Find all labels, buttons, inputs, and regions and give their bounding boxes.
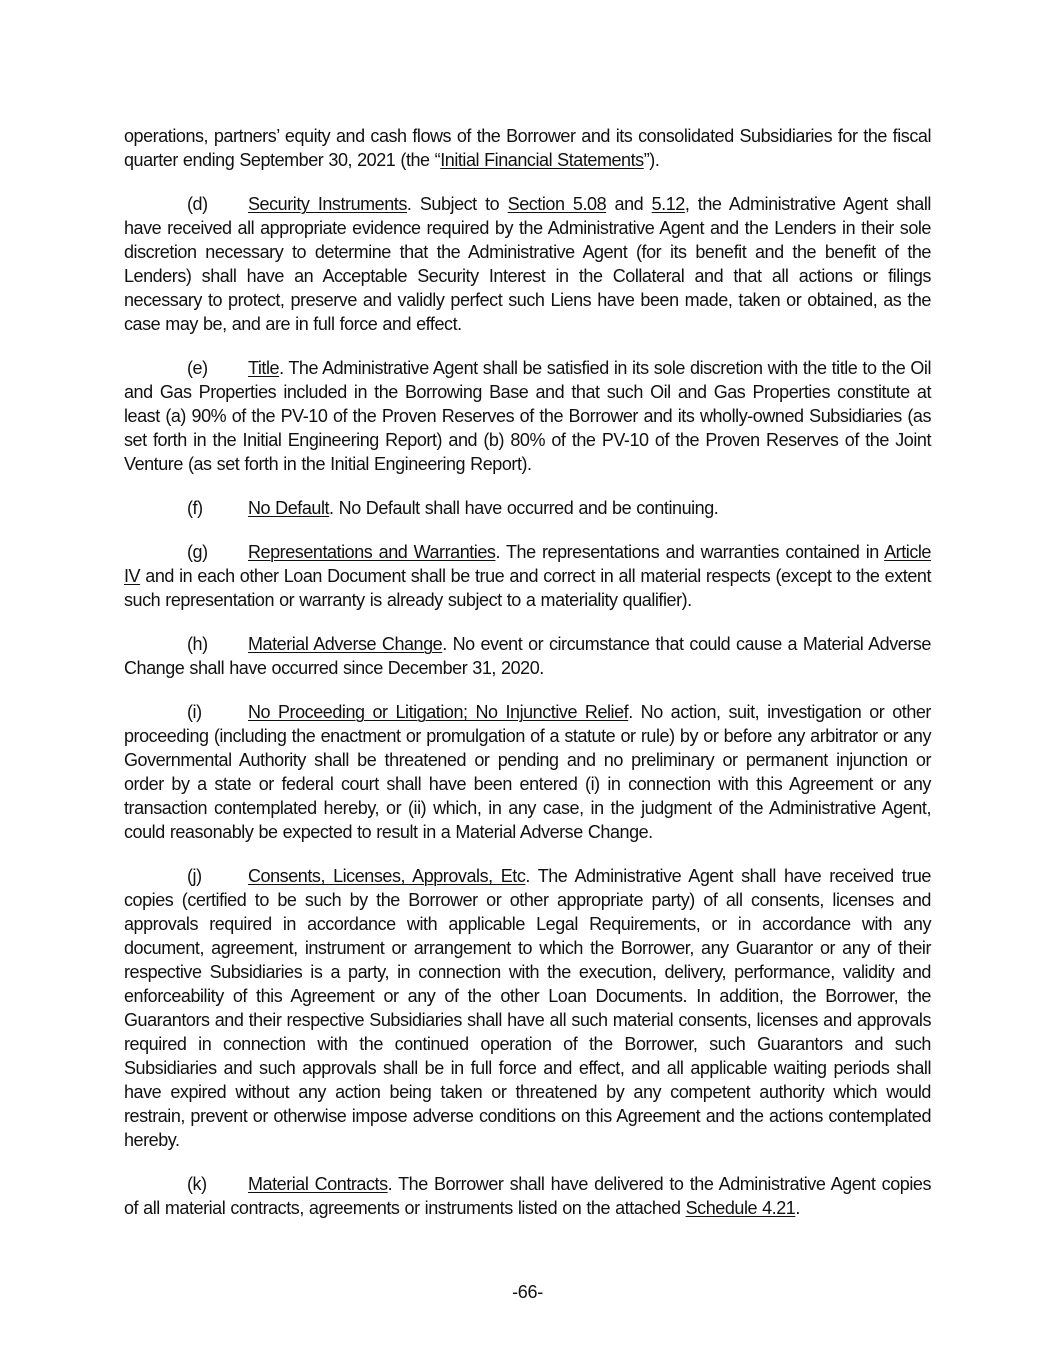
paragraph-label: (d) [187, 194, 208, 214]
paragraph-text: , the Administrative Agent shall have received all appropriate evidence required by the Administrative Agent and the Lenders in their sole discretion necessary to determine that the Administrative Agent (for its benefit and the benefit of the Lenders) shall have an Acceptable Security Interest in the Collateral and that all actions or filings necessary to protect, preserve and validly perfect such Liens have been made, taken or obtained, as the case may be, and are in full force and effect. [124, 194, 931, 334]
paragraph-i [124, 700, 931, 844]
paragraph-c-continuation [124, 124, 931, 172]
paragraph-text: . The Borrower shall have delivered to the Administrative Agent copies of all material contracts, agreements or instruments listed on the attached [124, 1174, 931, 1218]
defined-term: No Proceeding or Litigation; No Injunctive Relief [248, 702, 629, 722]
defined-term: No Default [248, 498, 330, 518]
paragraph-text: . Subject to [406, 194, 508, 214]
defined-term: Security Instruments [248, 194, 407, 214]
document-body [124, 124, 931, 1240]
paragraph-label: (k) [187, 1174, 207, 1194]
paragraph-text: . No event or circumstance that could cause a Material Adverse Change shall have occurred since December 31, 2020. [124, 634, 931, 678]
defined-term: Material Contracts [248, 1174, 388, 1194]
defined-term: Schedule 4.21 [685, 1198, 796, 1218]
paragraph-text: . The representations and warranties contained in [495, 542, 885, 562]
paragraph-text: operations, partners’ equity and cash flows of the Borrower and its consolidated Subsidiaries for the fiscal quarter ending September 30, 2021 (the “ [124, 126, 931, 170]
paragraph-e [124, 356, 931, 476]
defined-term: 5.12 [651, 194, 685, 214]
paragraph-k [124, 1172, 931, 1220]
paragraph-text: . The Administrative Agent shall have received true copies (certified to be such by the Borrower or other appropriate party) of all consents, licenses and approvals required in accordance with applicable Legal Requirements, or in accordance with any document, agreement, instrument or arrangement to which the Borrower, any Guarantor or any of their respective Subsidiaries is a party, in connection with the execution, delivery, performance, validity and enforceability of this Agreement or any of the other Loan Documents. In addition, the Borrower, the Guarantors and their respective Subsidiaries shall have all such material consents, licenses and approvals required in connection with the continued operation of the Borrower, such Guarantors and such Subsidiaries and such approvals shall be in full force and effect, and all applicable waiting periods shall have expired without any action being taken or threatened by any competent authority which would restrain, prevent or otherwise impose adverse conditions on this Agreement and the actions contemplated hereby. [124, 866, 931, 1150]
defined-term: Representations and Warranties [248, 542, 496, 562]
paragraph-j [124, 864, 931, 1152]
paragraph-text: . The Administrative Agent shall be satisfied in its sole discretion with the title to the Oil and Gas Properties included in the Borrowing Base and that such Oil and Gas Properties constitute at least (a) 90% of the PV-10 of the Proven Reserves of the Borrower and its wholly-owned Subsidiaries (as set forth in the Initial Engineering Report) and (b) 80% of the PV-10 of the Proven Reserves of the Joint Venture (as set forth in the Initial Engineering Report). [124, 358, 931, 474]
defined-term: Material Adverse Change [248, 634, 443, 654]
paragraph-label: (g) [187, 542, 208, 562]
paragraph-text: . No action, suit, investigation or other proceeding (including the enactment or promulgation of a statute or rule) by or before any arbitrator or any Governmental Authority shall be threatened or pending and no preliminary or permanent injunction or order by a state or federal court shall have been entered (i) in connection with this Agreement or any transaction contemplated hereby, or (ii) which, in any case, in the judgment of the Administrative Agent, could reasonably be expected to result in a Material Adverse Change. [124, 702, 931, 842]
paragraph-text: . No Default shall have occurred and be continuing. [329, 498, 719, 518]
defined-term: Section 5.08 [507, 194, 607, 214]
paragraph-g [124, 540, 931, 612]
paragraph-text: . [795, 1198, 800, 1218]
paragraph-label: (e) [187, 358, 208, 378]
paragraph-label: (j) [187, 866, 202, 886]
page-number: -66- [512, 1282, 543, 1302]
paragraph-h [124, 632, 931, 680]
defined-term: Consents, Licenses, Approvals, Etc [248, 866, 526, 886]
paragraph-text: and [606, 194, 652, 214]
paragraph-f [124, 496, 931, 520]
paragraph-d [124, 192, 931, 336]
paragraph-text: and in each other Loan Document shall be true and correct in all material respects (except to the extent such representation or warranty is already subject to a materiality qualifier). [124, 566, 931, 610]
paragraph-text: ”). [643, 150, 660, 170]
defined-term: Article IV [124, 542, 931, 586]
paragraph-label: (f) [187, 498, 203, 518]
paragraph-label: (h) [187, 634, 208, 654]
defined-term: Initial Financial Statements [440, 150, 644, 170]
defined-term: Title [248, 358, 280, 378]
paragraph-label: (i) [187, 702, 202, 722]
